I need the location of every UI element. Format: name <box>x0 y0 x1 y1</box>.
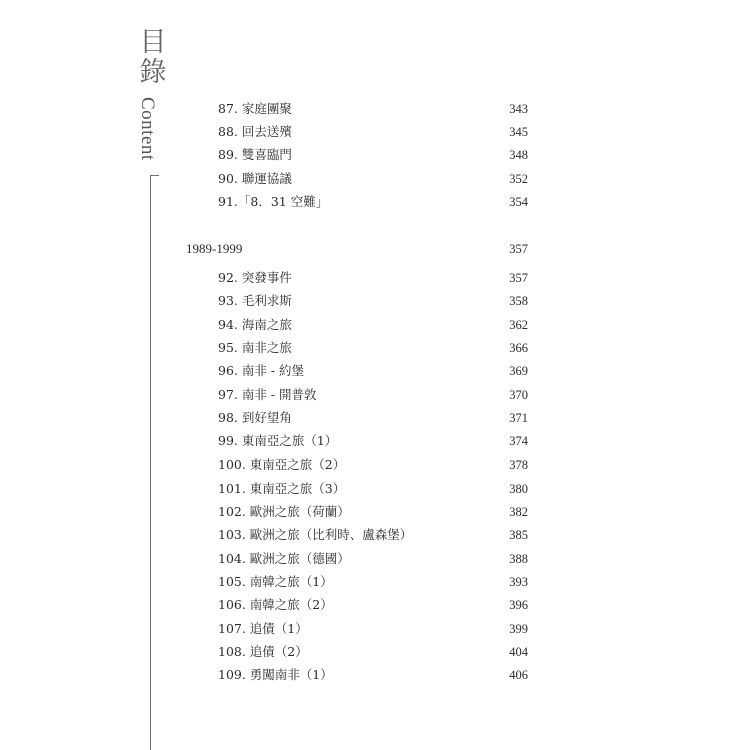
toc-entry[interactable] <box>0 192 750 212</box>
toc-entry-label: 91.「8．31 空難」 <box>218 194 329 209</box>
toc-entry[interactable] <box>0 572 750 592</box>
toc-entry-label: 92. 突發事件 <box>218 270 292 285</box>
toc-entry[interactable] <box>0 642 750 662</box>
toc-entry[interactable] <box>0 665 750 685</box>
toc-entry-label: 90. 聯運協議 <box>218 171 292 186</box>
toc-entry[interactable] <box>0 169 750 189</box>
toc-entry-label: 109. 勇闖南非（1） <box>218 667 333 682</box>
toc-entry-label: 88. 回去送殯 <box>218 124 292 139</box>
toc-entry-label: 89. 雙喜臨門 <box>218 147 292 162</box>
toc-entry-label: 97. 南非 - 開普敦 <box>218 387 317 402</box>
toc-entry[interactable] <box>0 525 750 545</box>
toc-entry[interactable] <box>0 122 750 142</box>
toc-entry-page: 370 <box>509 388 528 402</box>
toc-entry[interactable] <box>0 595 750 615</box>
toc-entry[interactable] <box>0 408 750 428</box>
toc-entry-page: 406 <box>509 668 528 682</box>
toc-entry-label: 107. 追債（1） <box>218 621 308 636</box>
toc-entry[interactable] <box>0 268 750 288</box>
toc-subtitle-text: Content <box>137 97 158 161</box>
toc-entry[interactable] <box>0 338 750 358</box>
toc-entry-page: 378 <box>509 458 528 472</box>
toc-entry-page: 358 <box>509 294 528 308</box>
toc-entry-label: 103. 歐洲之旅（比利時、盧森堡） <box>218 527 413 542</box>
toc-section-label: 1989-1999 <box>186 241 243 256</box>
toc-entry-page: 345 <box>509 125 528 139</box>
toc-entry[interactable] <box>0 315 750 335</box>
toc-entry-label: 98. 到好望角 <box>218 410 292 425</box>
toc-section-page: 357 <box>509 242 528 256</box>
toc-entry-page: 352 <box>509 172 528 186</box>
toc-entry-page: 366 <box>509 341 528 355</box>
toc-entry-page: 371 <box>509 411 528 425</box>
toc-entry[interactable] <box>0 431 750 451</box>
toc-entry-label: 93. 毛利求斯 <box>218 293 292 308</box>
toc-entry-page: 369 <box>509 364 528 378</box>
toc-entry-label: 102. 歐洲之旅（荷蘭） <box>218 504 350 519</box>
toc-entry-page: 388 <box>509 552 528 566</box>
toc-entry[interactable] <box>0 145 750 165</box>
toc-entry-page: 357 <box>509 271 528 285</box>
toc-entry-label: 100. 東南亞之旅（2） <box>218 457 346 472</box>
toc-entry-label: 104. 歐洲之旅（德國） <box>218 551 350 566</box>
toc-entry[interactable] <box>0 99 750 119</box>
toc-entry[interactable] <box>0 361 750 381</box>
toc-entry[interactable] <box>0 502 750 522</box>
toc-entry-label: 106. 南韓之旅（2） <box>218 597 333 612</box>
toc-entry-page: 374 <box>509 434 528 448</box>
toc-entry[interactable] <box>0 479 750 499</box>
toc-entry-page: 343 <box>509 102 528 116</box>
toc-entry-page: 385 <box>509 528 528 542</box>
toc-entry-page: 393 <box>509 575 528 589</box>
toc-entry-label: 95. 南非之旅 <box>218 340 292 355</box>
toc-entry-page: 354 <box>509 195 528 209</box>
toc-entry-label: 96. 南非 - 約堡 <box>218 363 305 378</box>
toc-entry[interactable] <box>0 291 750 311</box>
toc-entry-page: 380 <box>509 482 528 496</box>
toc-entry-page: 396 <box>509 598 528 612</box>
toc-entry-page: 382 <box>509 505 528 519</box>
toc-entry-label: 105. 南韓之旅（1） <box>218 574 333 589</box>
toc-entry[interactable] <box>0 619 750 639</box>
toc-entry[interactable] <box>0 455 750 475</box>
toc-entry[interactable] <box>0 385 750 405</box>
toc-section-heading[interactable] <box>0 239 750 259</box>
toc-entry-label: 108. 追債（2） <box>218 644 308 659</box>
toc-entry[interactable] <box>0 549 750 569</box>
toc-title-char: 目 <box>139 27 167 58</box>
toc-title-char: 錄 <box>139 57 167 88</box>
toc-title <box>136 28 170 88</box>
toc-entry-page: 362 <box>509 318 528 332</box>
toc-entry-label: 101. 東南亞之旅（3） <box>218 481 346 496</box>
toc-entry-label: 99. 東南亞之旅（1） <box>218 433 338 448</box>
toc-entry-page: 404 <box>509 645 528 659</box>
toc-entry-page: 348 <box>509 148 528 162</box>
toc-entry-page: 399 <box>509 622 528 636</box>
toc-entry-label: 87. 家庭團聚 <box>218 101 292 116</box>
toc-entry-label: 94. 海南之旅 <box>218 317 292 332</box>
